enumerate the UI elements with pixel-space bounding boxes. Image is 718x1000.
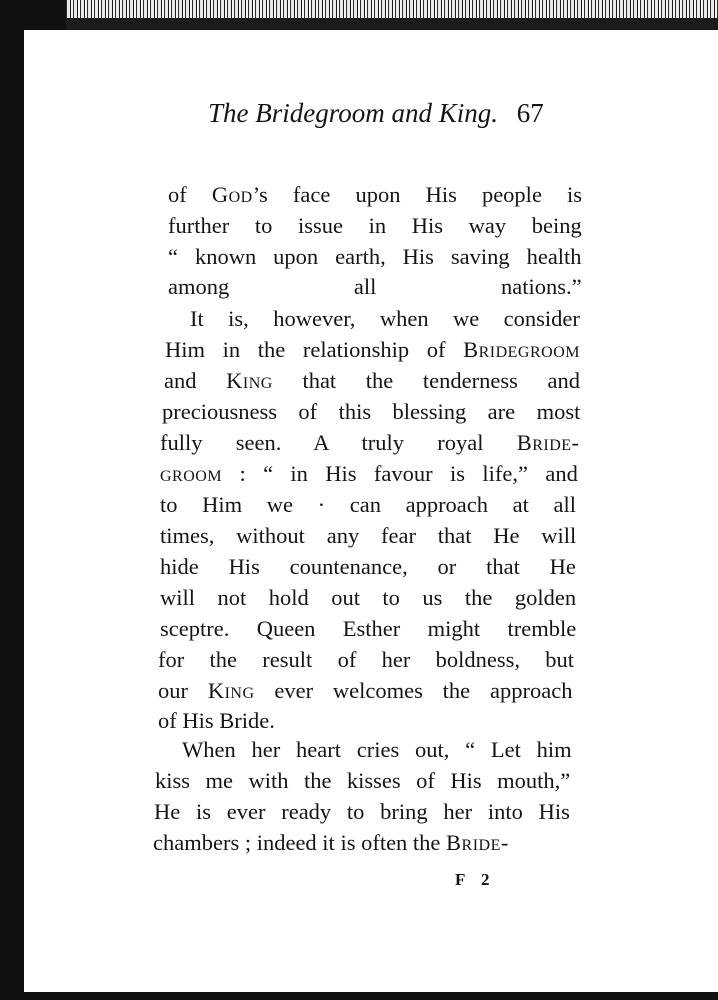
text-line: chambers ; indeed it is often the Bride- [153,830,509,855]
text-line: for the result of her boldness, but [158,647,575,672]
text-line: times, without any fear that He will [160,523,577,548]
text-line: further to issue in His way being [168,213,582,238]
text-line: our King ever welcomes the approach [158,678,573,703]
text-line: “ known upon earth, His saving health [168,244,582,269]
text-line: He is ever ready to bring her into His [154,799,570,824]
text-line: kiss me with the kisses of His mouth,” [155,768,571,793]
text-line: of His Bride. [158,708,275,733]
text-line: to Him we · can approach at all [160,492,577,517]
signature-mark: F 2 [455,870,496,889]
text-line: among all nations.” [168,274,582,299]
text-line: groom : “ in His favour is life,” and [160,461,578,486]
text-line: Him in the relationship of Bridegroom [165,337,580,362]
text-line: preciousness of this blessing are most [162,399,581,424]
text-line: will not hold out to us the golden [160,585,577,610]
scan-edge-bottom [0,992,718,1000]
page-number: 67 [516,98,544,128]
text-line: and King that the tenderness and [164,368,580,393]
text-line: hide His countenance, or that He [160,554,576,579]
text-line: When her heart cries out, “ Let him [182,737,572,762]
scan-edge-left [0,0,24,1000]
running-header [208,98,588,138]
text-line: fully seen. A truly royal Bride- [160,430,580,455]
text-line: It is, however, when we consider [190,306,580,331]
scan-edge-top [0,0,718,30]
running-title: The Bridegroom and King. [208,98,498,128]
text-line: sceptre. Queen Esther might tremble [160,616,577,641]
text-line: of God’s face upon His people is [168,182,583,207]
